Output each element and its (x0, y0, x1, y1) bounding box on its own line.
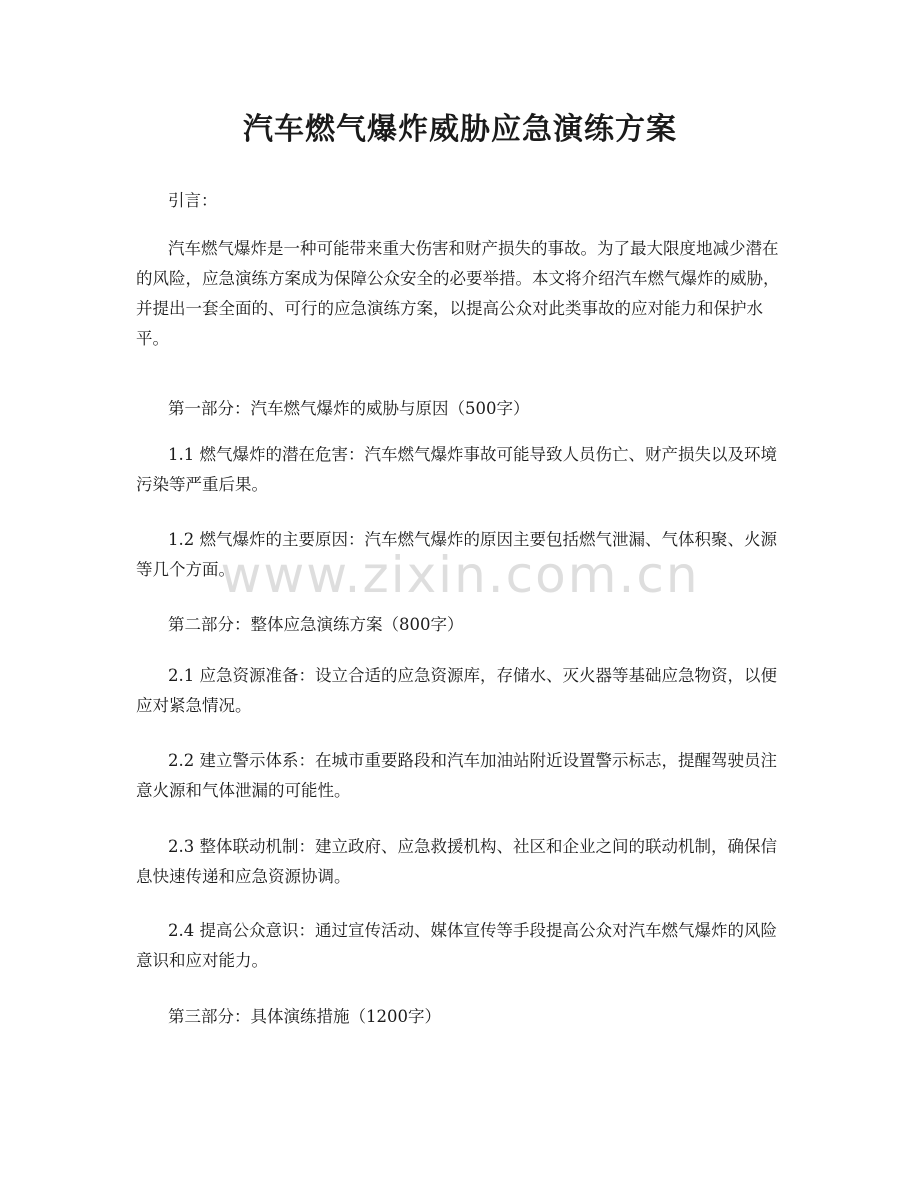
section-1-2: 1.2 燃气爆炸的主要原因：汽车燃气爆炸的原因主要包括燃气泄漏、气体积聚、火源等几个方面。 (136, 530, 777, 579)
document-title: 汽车燃气爆炸威胁应急演练方案 (243, 112, 677, 147)
intro-heading: 引言： (168, 191, 218, 210)
part-one-heading: 第一部分：汽车燃气爆炸的威胁与原因（500字） (168, 399, 530, 418)
section-2-4: 2.4 提高公众意识：通过宣传活动、媒体宣传等手段提高公众对汽车燃气爆炸的风险意识和应对能力。 (136, 921, 777, 970)
section-2-1: 2.1 应急资源准备：设立合适的应急资源库，存储水、灭火器等基础应急物资，以便应对紧急情况。 (136, 666, 777, 715)
section-1-1: 1.1 燃气爆炸的潜在危害：汽车燃气爆炸事故可能导致人员伤亡、财产损失以及环境污染等严重后果。 (136, 445, 777, 494)
part-two-heading: 第二部分：整体应急演练方案（800字） (168, 615, 464, 634)
section-2-3: 2.3 整体联动机制：建立政府、应急救援机构、社区和企业之间的联动机制，确保信息快速传递和应急资源协调。 (136, 837, 777, 886)
watermark: www.zixin.com.cn (220, 546, 700, 604)
section-2-2: 2.2 建立警示体系：在城市重要路段和汽车加油站附近设置警示标志，提醒驾驶员注意火源和气体泄漏的可能性。 (136, 751, 777, 800)
part-three-heading: 第三部分：具体演练措施（1200字） (168, 1007, 441, 1026)
intro-paragraph: 汽车燃气爆炸是一种可能带来重大伤害和财产损失的事故。为了最大限度地减少潜在的风险，应急演练方案成为保障公众安全的必要举措。本文将介绍汽车燃气爆炸的威胁，并提出一套全面的、可行的应急演练方案，以提高公众对此类事故的应对能力和保护水平。 (136, 239, 780, 348)
